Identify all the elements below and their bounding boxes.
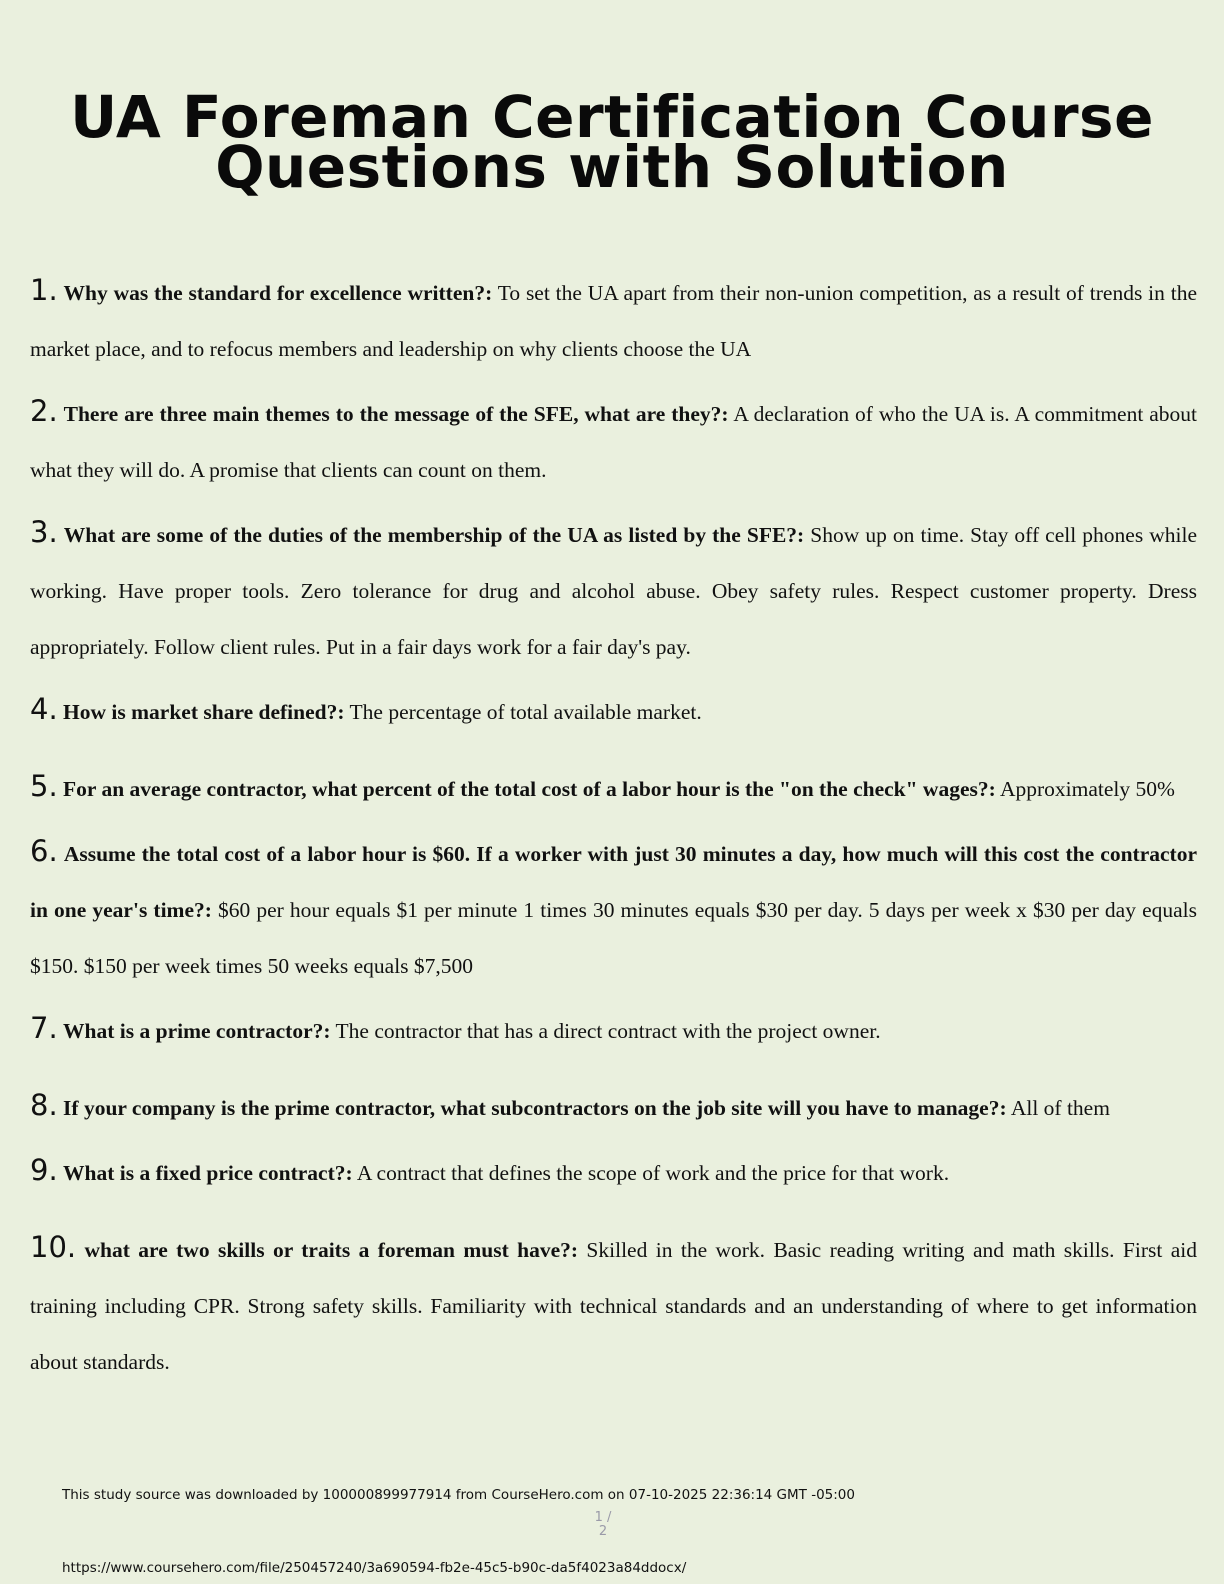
question-text: There are three main themes to the message of the SFE, what are they?: [63,402,729,426]
question-text: What is a fixed price contract?: [63,1161,353,1185]
answer-text: Show up on time. Stay off cell phones while working. Have proper tools. Zero tolerance for drug and alcohol abuse. Obey safety rules. Respect customer property. Dress appropriately. Follow client rules. Put in a fair days work for a fair day's pay. [30,523,1198,659]
question-text: Assume the total cost of a labor hour is $60. If a worker with just 30 minutes a day, how much will this cost the contractor in one year's time?: [30,842,1197,922]
answer-text: To set the UA apart from their non-union competition, as a result of trends in the market place, and to refocus members and leadership on why clients choose the UA [30,281,1197,361]
question-number: 9. [30,1153,58,1187]
question-number: 2. [30,394,58,428]
question-number: 10. [30,1230,77,1264]
qa-item-10 [30,1219,1197,1390]
source-url-link[interactable]: https://www.coursehero.com/file/250457240/3a690594-fb2e-45c5-b90c-da5f4023a84ddocx/ [62,1560,687,1576]
question-text: Why was the standard for excellence written?: [63,281,493,305]
question-number: 4. [30,692,58,726]
title-line-1: UA Foreman Certification Course [70,83,1154,151]
question-text: How is market share defined?: [63,700,345,724]
answer-text: The percentage of total available market. [349,700,702,724]
question-number: 3. [30,515,58,549]
qa-item-5 [30,758,1197,817]
question-number: 6. [30,834,58,868]
answer-text: Approximately 50% [999,777,1175,801]
qa-item-6 [30,823,1197,994]
question-number: 1. [30,273,58,307]
download-notice: This study source was downloaded by 100000899977914 from CourseHero.com on 07-10-2025 22:36:14 GMT -05:00 [62,1487,855,1503]
qa-item-1 [30,262,1197,377]
answer-text: All of them [1010,1096,1110,1120]
qa-item-9 [30,1142,1197,1201]
answer-text: $60 per hour equals $1 per minute 1 times 30 minutes equals $30 per day. 5 days per week x $30 per day equals $150. $150 per week times 50 weeks equals $7,500 [30,898,1197,978]
page-number [588,1511,618,1539]
qa-item-3 [30,504,1197,675]
question-list [30,262,1197,1390]
title-line-2: Questions with Solution [215,133,1009,201]
question-number: 7. [30,1011,58,1045]
qa-item-8 [30,1077,1197,1136]
answer-text: The contractor that has a direct contract with the project owner. [335,1019,881,1043]
answer-text: A declaration of who the UA is. A commitment about what they will do. A promise that clients can count on them. [30,402,1198,482]
qa-item-4 [30,681,1197,740]
question-text: If your company is the prime contractor, what subcontractors on the job site will you have to manage?: [63,1096,1007,1120]
question-number: 5. [30,769,58,803]
qa-item-2 [30,383,1197,498]
question-text: For an average contractor, what percent of the total cost of a labor hour is the "on the check" wages?: [63,777,996,801]
answer-text: Skilled in the work. Basic reading writing and math skills. First aid training including CPR. Strong safety skills. Familiarity with technical standards and an understanding of where to get information about standards. [30,1238,1197,1374]
question-text: What are some of the duties of the membership of the UA as listed by the SFE?: [63,523,805,547]
question-number: 8. [30,1088,58,1122]
page-total: 2 [598,1524,608,1539]
answer-text: A contract that defines the scope of work and the price for that work. [356,1161,950,1185]
question-text: What is a prime contractor?: [63,1019,331,1043]
page-title [0,83,1224,201]
page-current: 1 / [594,1510,612,1525]
qa-item-7 [30,1000,1197,1059]
question-text: what are two skills or traits a foreman must have?: [84,1238,579,1262]
